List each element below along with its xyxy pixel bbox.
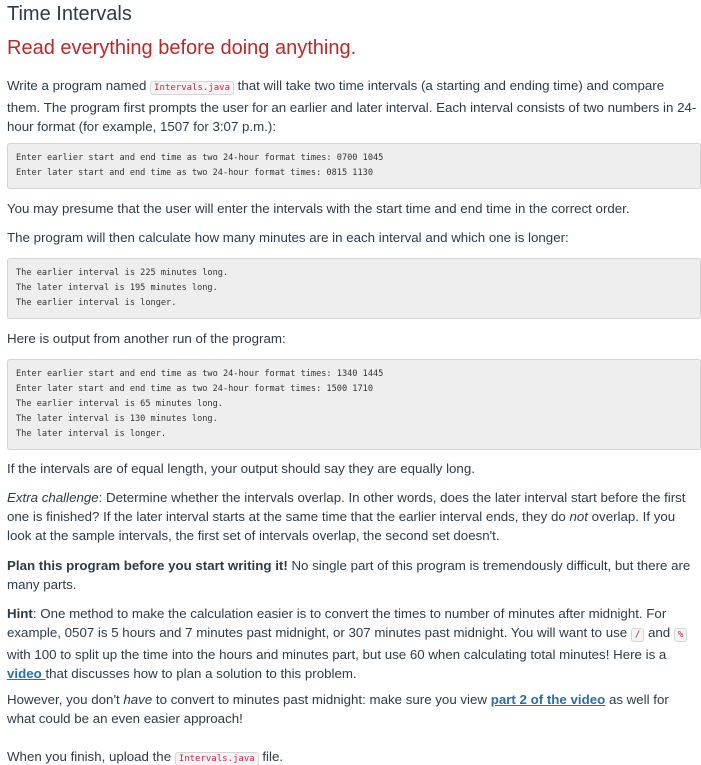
code-block-second-run: [7, 359, 701, 450]
filename-code: Intervals.java: [150, 81, 234, 95]
code-line: Enter earlier start and end time as two 24-hour format times: 0700 1045: [16, 153, 384, 163]
plan-paragraph: Plan this program before you start writing it! No single part of this program is tremendously difficult, but there are many parts.: [7, 558, 691, 592]
code-line: The later interval is 130 minutes long.: [16, 414, 218, 424]
divide-operator-code: /: [631, 628, 644, 642]
warning-subtitle: Read everything before doing anything.: [7, 37, 357, 59]
intro-paragraph: [7, 76, 699, 136]
presume-paragraph: You may presume that the user will enter the intervals with the start time and end time in the correct order.: [7, 201, 630, 216]
extra-challenge-paragraph: Extra challenge: Determine whether the intervals overlap. In other words, does the later interval start before the first one is finished? If the later interval starts at the same time that the earlier interval ends, they do not overlap. If you look at the sample intervals, the first set of intervals overlap, the second set doesn't.: [7, 490, 686, 543]
another-run-paragraph: Here is output from another run of the program:: [7, 331, 286, 346]
hint-label: Hint: [7, 606, 33, 621]
code-line: The earlier interval is 65 minutes long.: [16, 399, 223, 409]
code-block-output-example: [7, 258, 701, 319]
code-line: The later interval is longer.: [16, 429, 167, 439]
finish-paragraph: When you finish, upload the Intervals.java file.: [7, 749, 284, 764]
however-paragraph: However, you don't have to convert to minutes past midnight: make sure you view part 2 of the video as well for what could be an even easier approach!: [7, 692, 669, 726]
code-line: Enter earlier start and end time as two 24-hour format times: 1340 1445: [16, 369, 384, 379]
modulo-operator-code: %: [674, 628, 687, 642]
calc-paragraph: The program will then calculate how many minutes are in each interval and which one is longer:: [7, 230, 569, 245]
code-line: Enter later start and end time as two 24-hour format times: 1500 1710: [16, 384, 373, 394]
equal-paragraph: If the intervals are of equal length, your output should say they are equally long.: [7, 461, 475, 476]
intro-text-2: that will take two time intervals (a starting and ending time) and compare them. The program first prompts the user for an earlier and later interval. Each interval consists of two numbers in 24-hour format (for example, 1507 for 3:07 p.m.):: [7, 78, 697, 134]
code-line: The earlier interval is 225 minutes long.: [16, 268, 229, 278]
extra-challenge-label: Extra challenge: [7, 490, 99, 505]
page-title: Time Intervals: [7, 3, 132, 25]
video-link[interactable]: video: [7, 666, 46, 681]
code-line: Enter later start and end time as two 24-hour format times: 0815 1130: [16, 168, 373, 178]
code-line: The later interval is 195 minutes long.: [16, 283, 218, 293]
video-part-2-link[interactable]: part 2 of the video: [490, 692, 606, 707]
upload-filename-code: Intervals.java: [175, 752, 259, 765]
plan-bold: Plan this program before you start writing it!: [7, 558, 288, 573]
intro-text: Write a program named: [7, 78, 151, 93]
code-line: The earlier interval is longer.: [16, 298, 177, 308]
code-block-input-example: [7, 143, 701, 189]
hint-paragraph: Hint: One method to make the calculation easier is to convert the times to number of minutes after midnight. For example, 0507 is 5 hours and 7 minutes past midnight, or 307 minutes past midnight. You will want to use / and % with 100 to split up the time into the hours and minutes part, but use 60 when calculating total minutes! Here is a video that discusses how to plan a solution to this problem.: [7, 604, 699, 683]
